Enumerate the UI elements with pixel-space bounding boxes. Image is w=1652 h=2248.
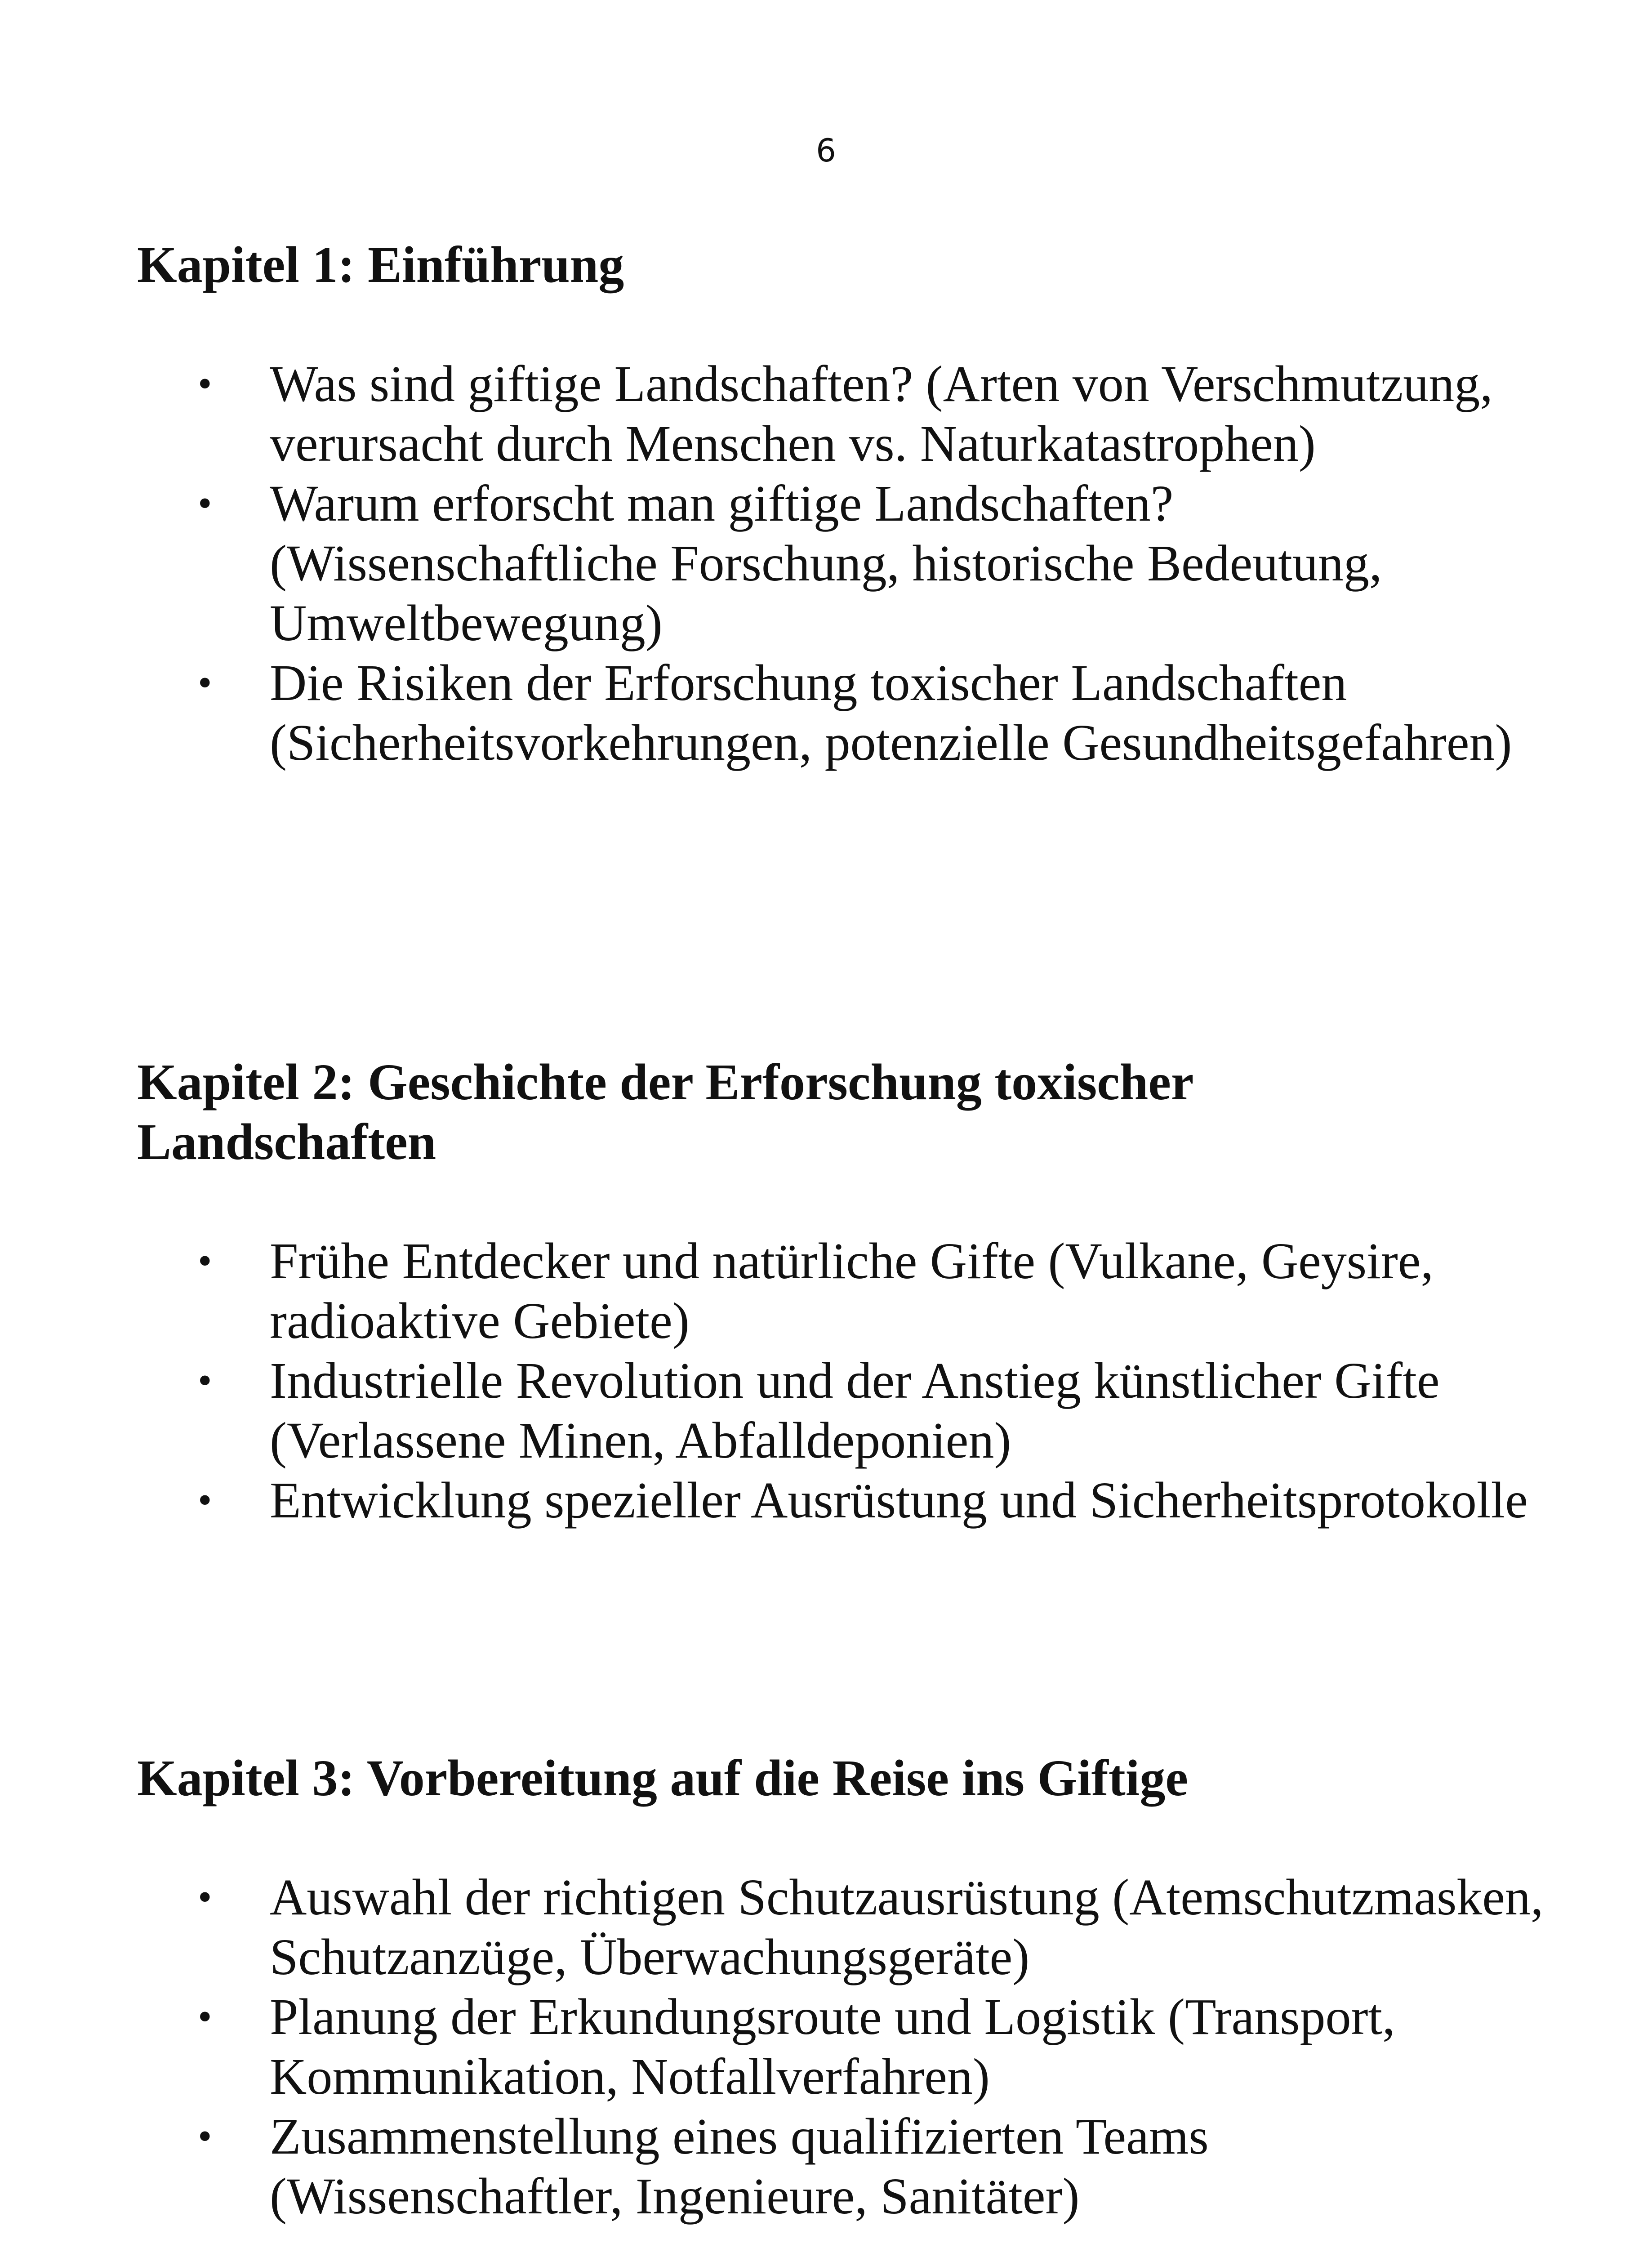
chapter-title: Kapitel 2: Geschichte der Erforschung toxischer Landschaften	[137, 1053, 1193, 1170]
bullet-icon: •	[198, 1358, 212, 1403]
list-item	[137, 1231, 1573, 1351]
list-item-text: Frühe Entdecker und natürliche Gifte (Vulkane, Geysire, radioaktive Gebiete)	[270, 1232, 1434, 1349]
list-item-text: Auswahl der richtigen Schutzausrüstung (Atemschutzmasken, Schutzanzüge, Überwachungsgeräte)	[270, 1869, 1544, 1985]
chapter-title: Kapitel 3: Vorbereitung auf die Reise ins Giftige	[137, 1749, 1189, 1806]
list-item-text: Industrielle Revolution und der Anstieg künstlicher Gifte (Verlassene Minen, Abfalldeponien)	[270, 1352, 1440, 1469]
list-item	[137, 1351, 1573, 1470]
list-item-text: Warum erforscht man giftige Landschaften? (Wissenschaftliche Forschung, historische Bedeutung, Umweltbewegung)	[270, 475, 1382, 651]
bullet-icon: •	[198, 660, 212, 705]
bullet-icon: •	[198, 1239, 212, 1283]
bullet-icon: •	[198, 1875, 212, 1919]
page-number: 6	[816, 132, 836, 169]
list-item	[137, 653, 1573, 772]
list-item	[137, 1470, 1573, 1530]
bullet-list	[137, 1231, 1531, 1530]
bullet-list	[137, 354, 1531, 772]
list-item-text: Entwicklung spezieller Ausrüstung und Sicherheitsprotokolle	[270, 1472, 1528, 1529]
bullet-icon: •	[198, 1478, 212, 1522]
list-item	[137, 1987, 1573, 2106]
chapter-1	[137, 235, 1531, 772]
bullet-icon: •	[198, 1994, 212, 2039]
list-item	[137, 1867, 1573, 1987]
chapter-title: Kapitel 1: Einführung	[137, 236, 624, 293]
chapter-3	[137, 1748, 1544, 2226]
list-item	[137, 354, 1573, 473]
list-item	[137, 2106, 1573, 2226]
chapter-2	[137, 1052, 1531, 1530]
list-item-text: Die Risiken der Erforschung toxischer Landschaften (Sicherheitsvorkehrungen, potenzielle Gesundheitsgefahren)	[270, 654, 1512, 771]
list-item-text: Planung der Erkundungsroute und Logistik (Transport, Kommunikation, Notfallverfahren)	[270, 1988, 1395, 2105]
bullet-icon: •	[198, 2114, 212, 2159]
bullet-icon: •	[198, 481, 212, 526]
list-item-text: Was sind giftige Landschaften? (Arten von Verschmutzung, verursacht durch Menschen vs. Naturkatastrophen)	[270, 355, 1493, 472]
bullet-icon: •	[198, 361, 212, 406]
list-item	[137, 473, 1573, 653]
list-item-text: Zusammenstellung eines qualifizierten Teams (Wissenschaftler, Ingenieure, Sanitäter)	[270, 2108, 1209, 2225]
bullet-list	[137, 1867, 1544, 2226]
